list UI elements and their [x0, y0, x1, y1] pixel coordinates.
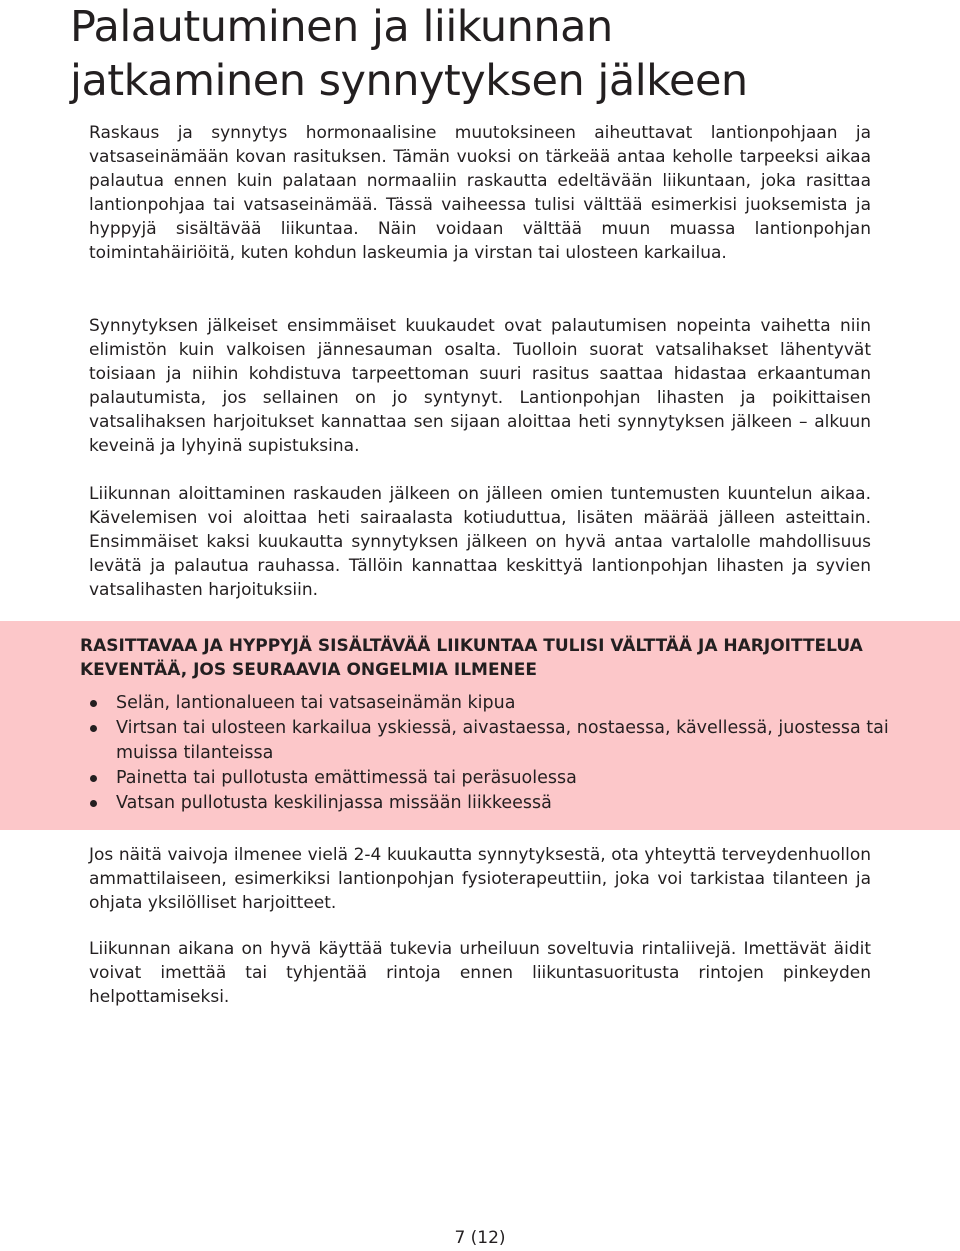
warning-list: [90, 691, 890, 816]
bullet-icon: [90, 700, 97, 707]
paragraph-starting-exercise: Liikunnan aloittaminen raskauden jälkeen on jälleen omien tuntemusten kuuntelun aikaa. Kävelemisen voi aloittaa heti sairaalasta kotiuduttua, lisäten määrää jälleen asteittain. Ensimmäiset kaksi kuukautta synnytyksen jälkeen on hyvä antaa vartalolle mahdollisuus levätä ja palautua rauhassa. Tällöin kannattaa keskittyä lantionpohjan lihasten ja syvien vatsalihasten harjoituksiin.: [89, 484, 871, 600]
page-number: 7 (12): [454, 1228, 506, 1248]
paragraph-sports-bra: Liikunnan aikana on hyvä käyttää tukevia urheiluun soveltuvia rintaliivejä. Imettävät äidit voivat imettää tai tyhjentää rintoja ennen liikuntasuoritusta rintojen pinkeyden helpottamiseksi.: [89, 939, 871, 1007]
warning-list-item: [90, 691, 890, 716]
paragraph-contact-professional: Jos näitä vaivoja ilmenee vielä 2-4 kuukautta synnytyksestä, ota yhteyttä terveydenhuollon ammattilaiseen, esimerkiksi lantionpohjan fysioterapeuttiin, joka voi tarkistaa tilanteen ja ohjata yksilölliset harjoitteet.: [89, 845, 871, 913]
page-title-line-1: Palautuminen ja liikunnan: [70, 2, 613, 52]
warning-heading: RASITTAVAA JA HYPPYJÄ SISÄLTÄVÄÄ LIIKUNTAA TULISI VÄLTTÄÄ JA HARJOITTELUA KEVENTÄÄ, JOS SEURAAVIA ONGELMIA ILMENEE: [80, 636, 863, 680]
warning-list-item-text: Painetta tai pullotusta emättimessä tai peräsuolessa: [116, 768, 577, 788]
warning-box: [0, 621, 960, 830]
paragraph-first-months: Synnytyksen jälkeiset ensimmäiset kuukaudet ovat palautumisen nopeinta vaihetta niin elimistön kuin valkoisen jännesauman osalta. Tuolloin suorat vatsalihakset lähentyvät toisiaan ja niihin kohdistuva tarpeettoman suuri rasitus saattaa hidastaa erkaantuman palautumista, jos sellainen on jo syntynyt. Lantionpohjan lihasten ja poikittaisen vatsalihaksen harjoitukset kannattaa sen sijaan aloittaa heti synnytyksen jälkeen – alkuun keveinä ja lyhyinä supistuksina.: [89, 316, 871, 456]
bullet-icon: [90, 775, 97, 782]
warning-list-item-text: Vatsan pullotusta keskilinjassa missään liikkeessä: [116, 793, 552, 813]
warning-list-item-text: Selän, lantionalueen tai vatsaseinämän kipua: [116, 693, 516, 713]
page-title: [70, 0, 950, 108]
bullet-icon: [90, 800, 97, 807]
warning-list-item: [90, 716, 890, 766]
page-title-line-2: jatkaminen synnytyksen jälkeen: [70, 56, 748, 106]
bullet-icon: [90, 725, 97, 732]
warning-list-item: [90, 791, 890, 816]
paragraph-recovery-intro: Raskaus ja synnytys hormonaalisine muutoksineen aiheuttavat lantionpohjaan ja vatsaseinämään kovan rasituksen. Tämän vuoksi on tärkeää antaa keholle tarpeeksi aikaa palautua ennen kuin palataan normaaliin raskautta edeltävään liikuntaan, joka rasittaa lantionpohjaa tai vatsaseinämää. Tässä vaiheessa tulisi välttää esimerkisi juoksemista ja hyppyjä sisältävää liikuntaa. Näin voidaan välttää muun muassa lantionpohjan toimintahäiriöitä, kuten kohdun laskeumia ja virstan tai ulosteen karkailua.: [89, 123, 871, 263]
warning-list-item-text: Virtsan tai ulosteen karkailua yskiessä, aivastaessa, nostaessa, kävellessä, juostessa tai muissa tilanteissa: [116, 718, 889, 763]
warning-list-item: [90, 766, 890, 791]
